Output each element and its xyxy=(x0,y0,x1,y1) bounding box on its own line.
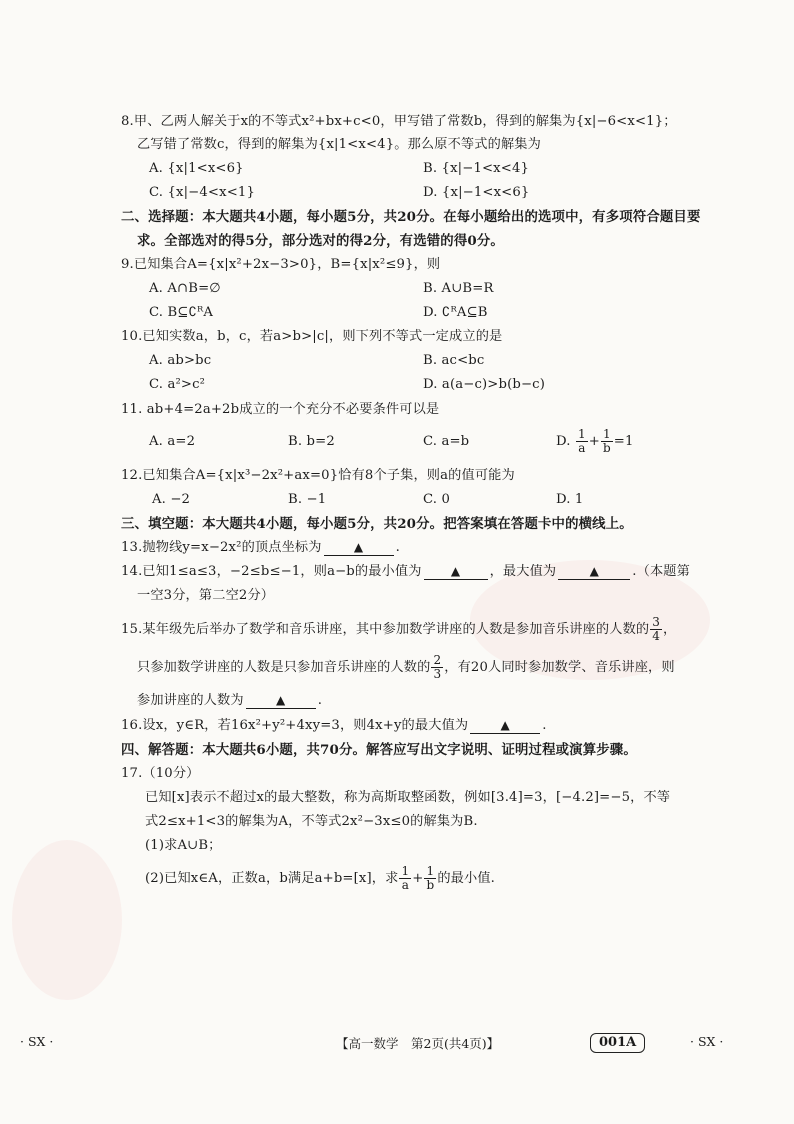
q15-text3: 参加讲座的人数为 xyxy=(137,693,244,708)
q15-answer-blank xyxy=(246,693,316,709)
footer-code-badge: 001A xyxy=(590,1033,645,1053)
q10-option-b: B. ac<bc xyxy=(423,353,485,368)
q14-text1: 14.已知1≤a≤3，−2≤b≤−1，则a−b的最小值为 xyxy=(121,564,422,579)
plus-sign: + xyxy=(412,871,424,886)
q10-option-d: D. a(a−c)>b(b−c) xyxy=(423,377,545,392)
q8-option-d: D. {x|−1<x<6} xyxy=(423,185,530,200)
footer-page-info: 【高一数学 第2页(共4页)】 xyxy=(336,1036,500,1051)
q17-stem-line2: 式2≤x+1<3的解集为A，不等式2x²−3x≤0的解集为B. xyxy=(145,814,478,829)
q11-stem: 11. ab+4=2a+2b成立的一个充分不必要条件可以是 xyxy=(121,402,440,417)
q11-option-d xyxy=(556,423,634,461)
q10-stem: 10.已知实数a，b，c，若a>b>|c|，则下列不等式一定成立的是 xyxy=(121,329,503,344)
q11-option-a: A. a=2 xyxy=(149,434,196,449)
q14-text2: ，最大值为 xyxy=(489,564,557,579)
q16-answer-blank xyxy=(470,718,540,734)
q8-option-a: A. {x|1<x<6} xyxy=(149,161,244,176)
q17-heading: 17.（10分） xyxy=(121,766,200,781)
q8-stem-line2: 乙写错了常数c，得到的解集为{x|1<x<4}。那么原不等式的解集为 xyxy=(137,137,541,152)
q8-stem-line1: 8.甲、乙两人解关于x的不等式x²+bx+c<0，甲写错了常数b，得到的解集为{x|−6<x<1}； xyxy=(121,114,677,129)
q17-part2-text: (2)已知x∈A，正数a，b满足a+b=[x]，求 xyxy=(145,871,399,886)
q17-fraction-1-over-a xyxy=(399,865,411,892)
q15-text1: 15.某年级先后举办了数学和音乐讲座，其中参加数学讲座的人数是参加音乐讲座的人数的 xyxy=(121,622,650,637)
q10-option-a: A. ab>bc xyxy=(149,353,212,368)
q11-option-d-suffix: =1 xyxy=(613,434,634,449)
q15-end: . xyxy=(317,693,323,708)
q9-stem: 9.已知集合A={x|x²+2x−3>0}，B={x|x²≤9}，则 xyxy=(121,257,441,272)
q10-option-c: C. a²>c² xyxy=(149,377,206,392)
q14-text3: .（本题第 xyxy=(632,564,690,579)
q15-line3 xyxy=(137,691,322,711)
q11-option-c: C. a=b xyxy=(423,434,470,449)
q12-stem: 12.已知集合A={x|x³−2x²+ax=0}恰有8个子集，则a的值可能为 xyxy=(121,468,515,483)
q16-end: . xyxy=(542,718,547,733)
q9-option-a: A. A∩B=∅ xyxy=(149,281,221,296)
q12-option-d: D. 1 xyxy=(556,492,584,507)
q11-fraction-1-over-b xyxy=(601,428,613,455)
q15-line2 xyxy=(137,650,675,686)
q15-fraction-3-4 xyxy=(650,616,662,643)
q11-option-b: B. b=2 xyxy=(288,434,335,449)
q14-answer-blank-2 xyxy=(558,564,630,580)
q13-line xyxy=(121,538,400,558)
fraction-denominator: b xyxy=(602,441,611,455)
triangle-icon: ▲ xyxy=(589,564,599,578)
q17-fraction-1-over-b xyxy=(424,865,436,892)
footer-left-mark: · SX · xyxy=(20,1034,54,1049)
section-2-heading-line2: 求。全部选对的得5分，部分选对的得2分，有选错的得0分。 xyxy=(137,233,504,249)
triangle-icon: ▲ xyxy=(500,718,510,732)
fraction-denominator: 4 xyxy=(652,629,661,643)
q15-text2-end: ，有20人同时参加数学、音乐讲座，则 xyxy=(444,660,675,675)
q15-line1 xyxy=(121,612,676,648)
background-stain xyxy=(12,840,122,1000)
triangle-icon: ▲ xyxy=(450,564,461,578)
section-2-heading: 二、选择题：本大题共4小题，每小题5分，共20分。在每小题给出的选项中，有多项符合题目要 xyxy=(121,209,701,225)
fraction-denominator: a xyxy=(401,878,410,892)
q15-text2: 只参加数学讲座的人数是只参加音乐讲座的人数的 xyxy=(137,660,431,675)
fraction-numerator: 1 xyxy=(577,427,586,441)
q12-option-b: B. −1 xyxy=(288,492,327,507)
footer-right-mark: · SX · xyxy=(690,1034,724,1049)
q13-end: . xyxy=(395,540,400,555)
section-3-heading: 三、填空题：本大题共4小题，每小题5分，共20分。把答案填在答题卡中的横线上。 xyxy=(121,516,633,532)
fraction-numerator: 1 xyxy=(602,427,611,441)
plus-sign: + xyxy=(588,434,600,449)
q13-text: 13.抛物线y=x−2x²的顶点坐标为 xyxy=(121,540,322,555)
q11-option-d-prefix: D. xyxy=(556,434,571,449)
q17-part2 xyxy=(145,860,495,898)
q14-line2: 一空3分，第二空2分） xyxy=(137,588,275,603)
q17-stem-line1: 已知[x]表示不超过x的最大整数，称为高斯取整函数，例如[3.4]=3，[−4.2]=−5，不等 xyxy=(145,790,671,805)
section-4-heading: 四、解答题：本大题共6小题，共70分。解答应写出文字说明、证明过程或演算步骤。 xyxy=(121,742,637,758)
q12-option-c: C. 0 xyxy=(423,492,450,507)
fraction-denominator: b xyxy=(426,878,435,892)
q15-text1-end: ， xyxy=(663,622,677,637)
fraction-numerator: 1 xyxy=(426,864,435,878)
q17-part1: (1)求A∪B； xyxy=(145,838,222,853)
triangle-icon: ▲ xyxy=(353,540,364,554)
q14-line1 xyxy=(121,562,690,582)
q17-part2-end: 的最小值. xyxy=(437,871,496,886)
fraction-numerator: 3 xyxy=(652,615,661,629)
q15-fraction-2-3 xyxy=(431,654,443,681)
q12-option-a: A. −2 xyxy=(152,492,191,507)
q16-line xyxy=(121,716,547,736)
fraction-numerator: 2 xyxy=(433,653,442,667)
fraction-denominator: 3 xyxy=(433,667,442,681)
q14-answer-blank-1 xyxy=(424,564,488,580)
q11-fraction-1-over-a xyxy=(576,428,588,455)
q16-text: 16.设x，y∈R，若16x²+y²+4xy=3，则4x+y的最大值为 xyxy=(121,718,469,733)
q8-option-c: C. {x|−4<x<1} xyxy=(149,185,255,200)
triangle-icon: ▲ xyxy=(276,693,286,707)
fraction-numerator: 1 xyxy=(401,864,410,878)
q13-answer-blank xyxy=(324,540,394,556)
q9-option-c: C. B⊆∁ᴿA xyxy=(149,305,214,320)
q8-option-b: B. {x|−1<x<4} xyxy=(423,161,530,176)
q9-option-d: D. ∁ᴿA⊆B xyxy=(423,305,488,320)
q9-option-b: B. A∪B=R xyxy=(423,281,494,296)
fraction-denominator: a xyxy=(578,441,586,455)
